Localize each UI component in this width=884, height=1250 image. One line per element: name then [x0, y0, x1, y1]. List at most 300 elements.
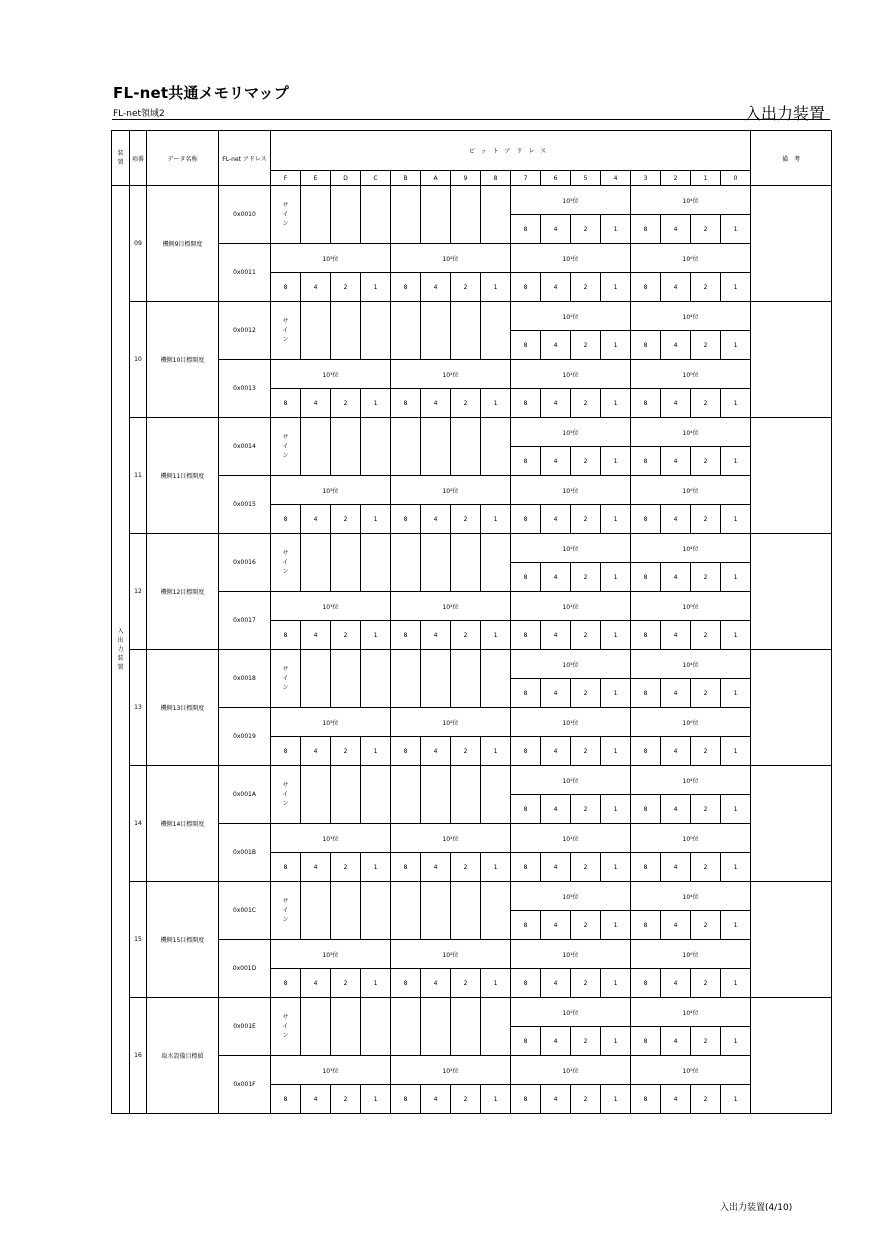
bcd-weight: 1	[601, 1027, 631, 1056]
bcd-weight: 4	[541, 679, 571, 708]
bcd-weight: 4	[421, 853, 451, 882]
bcd-weight: 4	[541, 911, 571, 940]
bcd-weight: 4	[661, 795, 691, 824]
place-label: 10¹位	[511, 360, 631, 389]
place-label: 10³位	[271, 824, 391, 853]
sign-cell	[271, 998, 301, 1056]
bcd-weight: 2	[691, 447, 721, 476]
bcd-weight: 8	[271, 389, 301, 418]
bcd-weight: 2	[691, 737, 721, 766]
bcd-weight: 2	[331, 737, 361, 766]
bcd-weight: 4	[661, 621, 691, 650]
address: 0x0014	[219, 418, 271, 476]
bit-header: B	[391, 171, 421, 186]
remarks-cell	[751, 186, 832, 302]
address: 0x001E	[219, 998, 271, 1056]
empty-bit	[391, 766, 421, 824]
empty-bit	[361, 418, 391, 476]
place-label: 10¹位	[511, 940, 631, 969]
bcd-weight: 8	[511, 1027, 541, 1056]
bcd-weight: 2	[691, 621, 721, 650]
bcd-weight: 8	[391, 273, 421, 302]
item-number: 12	[130, 534, 147, 650]
bcd-weight: 8	[511, 853, 541, 882]
empty-bit	[331, 882, 361, 940]
place-label: 10⁵位	[511, 766, 631, 795]
bcd-weight: 4	[661, 969, 691, 998]
bcd-weight: 4	[541, 737, 571, 766]
empty-bit	[361, 766, 391, 824]
place-label: 10⁵位	[511, 302, 631, 331]
bcd-weight: 1	[361, 621, 391, 650]
item-number: 14	[130, 766, 147, 882]
empty-bit	[361, 650, 391, 708]
item-number: 10	[130, 302, 147, 418]
bit-header: 5	[571, 171, 601, 186]
bcd-weight: 2	[451, 389, 481, 418]
bcd-weight: 4	[661, 911, 691, 940]
address: 0x0010	[219, 186, 271, 244]
empty-bit	[301, 766, 331, 824]
bcd-weight: 4	[421, 505, 451, 534]
bcd-weight: 2	[451, 853, 481, 882]
address: 0x0017	[219, 592, 271, 650]
empty-bit	[421, 186, 451, 244]
bcd-weight: 4	[541, 447, 571, 476]
bcd-weight: 1	[361, 505, 391, 534]
sign-label: サイン	[282, 202, 289, 227]
empty-bit	[361, 186, 391, 244]
address: 0x001C	[219, 882, 271, 940]
bit-header: F	[271, 171, 301, 186]
bcd-weight: 1	[361, 969, 391, 998]
place-label: 10⁵位	[511, 882, 631, 911]
bcd-weight: 1	[481, 621, 511, 650]
place-label: 10³位	[271, 244, 391, 273]
empty-bit	[421, 650, 451, 708]
place-label: 10⁴位	[631, 186, 751, 215]
empty-bit	[391, 534, 421, 592]
empty-bit	[451, 998, 481, 1056]
bcd-weight: 1	[601, 795, 631, 824]
remarks-cell	[751, 998, 832, 1114]
place-label: 10⁵位	[511, 650, 631, 679]
header-device: 装置	[112, 131, 130, 186]
empty-bit	[421, 534, 451, 592]
sign-cell	[271, 766, 301, 824]
bcd-weight: 4	[541, 389, 571, 418]
bcd-weight: 2	[451, 621, 481, 650]
bcd-weight: 8	[631, 969, 661, 998]
empty-bit	[391, 186, 421, 244]
bit-header: 4	[601, 171, 631, 186]
bcd-weight: 2	[691, 389, 721, 418]
empty-bit	[421, 302, 451, 360]
bcd-weight: 2	[331, 969, 361, 998]
bcd-weight: 4	[301, 969, 331, 998]
bcd-weight: 4	[661, 273, 691, 302]
header-data-name: データ名称	[147, 131, 219, 186]
bcd-weight: 4	[421, 737, 451, 766]
empty-bit	[451, 186, 481, 244]
place-label: 10⁵位	[511, 186, 631, 215]
place-label: 10²位	[391, 244, 511, 273]
page-subtitle: FL-net領域2	[113, 109, 165, 119]
address: 0x0011	[219, 244, 271, 302]
empty-bit	[331, 534, 361, 592]
bcd-weight: 1	[721, 737, 751, 766]
bcd-weight: 4	[301, 505, 331, 534]
data-name: 機側14目標開度	[147, 766, 219, 882]
bcd-weight: 8	[511, 331, 541, 360]
bcd-weight: 2	[571, 1085, 601, 1114]
empty-bit	[391, 998, 421, 1056]
address: 0x0015	[219, 476, 271, 534]
bcd-weight: 8	[391, 853, 421, 882]
bcd-weight: 4	[301, 1085, 331, 1114]
bcd-weight: 4	[541, 273, 571, 302]
item-number: 13	[130, 650, 147, 766]
empty-bit	[301, 650, 331, 708]
bcd-weight: 8	[511, 447, 541, 476]
empty-bit	[301, 186, 331, 244]
bcd-weight: 1	[601, 737, 631, 766]
bcd-weight: 4	[661, 1027, 691, 1056]
bcd-weight: 8	[511, 563, 541, 592]
empty-bit	[361, 998, 391, 1056]
data-name: 機側13目標開度	[147, 650, 219, 766]
memory-map-table	[111, 130, 832, 1114]
bit-header: 6	[541, 171, 571, 186]
place-label: 10⁴位	[631, 302, 751, 331]
empty-bit	[481, 882, 511, 940]
bcd-weight: 8	[511, 505, 541, 534]
place-label: 10²位	[391, 476, 511, 505]
bcd-weight: 2	[571, 969, 601, 998]
empty-bit	[421, 418, 451, 476]
bit-header: 1	[691, 171, 721, 186]
bcd-weight: 2	[571, 447, 601, 476]
place-label: 10²位	[391, 824, 511, 853]
bcd-weight: 1	[601, 969, 631, 998]
bcd-weight: 2	[571, 795, 601, 824]
bcd-weight: 8	[631, 911, 661, 940]
empty-bit	[391, 418, 421, 476]
page-footer: 入出力装置(4/10)	[720, 1203, 793, 1213]
place-label: 10⁴位	[631, 766, 751, 795]
place-label: 10⁴位	[631, 882, 751, 911]
bcd-weight: 2	[691, 969, 721, 998]
category-title: 入出力装置	[745, 104, 826, 123]
place-label: 10³位	[271, 940, 391, 969]
empty-bit	[421, 882, 451, 940]
sign-label: サイン	[282, 318, 289, 343]
place-label: 10⁰位	[631, 244, 751, 273]
bcd-weight: 4	[661, 853, 691, 882]
bcd-weight: 8	[511, 795, 541, 824]
bcd-weight: 8	[271, 273, 301, 302]
bcd-weight: 2	[691, 853, 721, 882]
bcd-weight: 1	[481, 737, 511, 766]
bcd-weight: 1	[601, 911, 631, 940]
header-bit-address: ビットアドレス	[271, 131, 751, 171]
place-label: 10³位	[271, 360, 391, 389]
bcd-weight: 4	[301, 389, 331, 418]
place-label: 10⁰位	[631, 360, 751, 389]
bcd-weight: 2	[571, 679, 601, 708]
empty-bit	[481, 534, 511, 592]
bcd-weight: 1	[721, 563, 751, 592]
empty-bit	[361, 882, 391, 940]
bcd-weight: 8	[511, 969, 541, 998]
empty-bit	[481, 650, 511, 708]
bcd-weight: 2	[571, 911, 601, 940]
bcd-weight: 4	[661, 215, 691, 244]
bcd-weight: 8	[631, 563, 661, 592]
bcd-weight: 2	[571, 621, 601, 650]
bcd-weight: 4	[541, 1027, 571, 1056]
empty-bit	[331, 766, 361, 824]
bcd-weight: 1	[721, 505, 751, 534]
bit-header: C	[361, 171, 391, 186]
bcd-weight: 8	[271, 505, 301, 534]
place-label: 10⁰位	[631, 476, 751, 505]
bcd-weight: 2	[451, 1085, 481, 1114]
bcd-weight: 2	[331, 621, 361, 650]
bcd-weight: 4	[541, 621, 571, 650]
empty-bit	[391, 882, 421, 940]
bcd-weight: 4	[541, 795, 571, 824]
empty-bit	[331, 302, 361, 360]
bit-header: A	[421, 171, 451, 186]
bcd-weight: 1	[721, 795, 751, 824]
sign-cell	[271, 534, 301, 592]
bcd-weight: 2	[571, 737, 601, 766]
bcd-weight: 1	[721, 679, 751, 708]
place-label: 10⁴位	[631, 998, 751, 1027]
address: 0x001B	[219, 824, 271, 882]
empty-bit	[481, 418, 511, 476]
bcd-weight: 8	[631, 795, 661, 824]
bcd-weight: 1	[601, 273, 631, 302]
bcd-weight: 8	[511, 273, 541, 302]
empty-bit	[331, 186, 361, 244]
bcd-weight: 4	[421, 969, 451, 998]
sign-label: サイン	[282, 1014, 289, 1039]
bit-header: 9	[451, 171, 481, 186]
bcd-weight: 4	[541, 331, 571, 360]
empty-bit	[481, 186, 511, 244]
bcd-weight: 4	[541, 1085, 571, 1114]
remarks-cell	[751, 418, 832, 534]
bcd-weight: 8	[631, 331, 661, 360]
data-name: 機側9目標開度	[147, 186, 219, 302]
bcd-weight: 1	[721, 331, 751, 360]
bcd-weight: 8	[631, 737, 661, 766]
bcd-weight: 2	[691, 215, 721, 244]
bcd-weight: 2	[691, 1085, 721, 1114]
bcd-weight: 8	[271, 737, 301, 766]
bcd-weight: 4	[541, 853, 571, 882]
empty-bit	[331, 650, 361, 708]
place-label: 10¹位	[511, 244, 631, 273]
sign-label: サイン	[282, 666, 289, 691]
bcd-weight: 1	[721, 389, 751, 418]
bcd-weight: 8	[391, 389, 421, 418]
address: 0x0018	[219, 650, 271, 708]
bcd-weight: 8	[631, 273, 661, 302]
place-label: 10⁰位	[631, 708, 751, 737]
place-label: 10²位	[391, 940, 511, 969]
bcd-weight: 1	[361, 389, 391, 418]
bcd-weight: 4	[661, 331, 691, 360]
bcd-weight: 8	[631, 389, 661, 418]
bcd-weight: 8	[271, 969, 301, 998]
empty-bit	[391, 302, 421, 360]
bcd-weight: 1	[481, 389, 511, 418]
empty-bit	[331, 998, 361, 1056]
empty-bit	[301, 418, 331, 476]
bcd-weight: 4	[421, 273, 451, 302]
bcd-weight: 2	[331, 1085, 361, 1114]
empty-bit	[391, 650, 421, 708]
bcd-weight: 4	[541, 563, 571, 592]
header-item: 項番	[130, 131, 147, 186]
bcd-weight: 1	[721, 853, 751, 882]
bcd-weight: 1	[721, 215, 751, 244]
remarks-cell	[751, 766, 832, 882]
place-label: 10⁴位	[631, 418, 751, 447]
bcd-weight: 2	[451, 505, 481, 534]
header-address: FL-net アドレス	[219, 131, 271, 186]
sign-cell	[271, 650, 301, 708]
address: 0x001D	[219, 940, 271, 998]
bcd-weight: 1	[721, 621, 751, 650]
bcd-weight: 4	[661, 447, 691, 476]
place-label: 10³位	[271, 1056, 391, 1085]
bcd-weight: 8	[511, 911, 541, 940]
item-number: 11	[130, 418, 147, 534]
bcd-weight: 4	[421, 389, 451, 418]
empty-bit	[451, 418, 481, 476]
address: 0x0013	[219, 360, 271, 418]
page-title: FL-net共通メモリマップ	[113, 84, 289, 102]
place-label: 10³位	[271, 708, 391, 737]
bcd-weight: 2	[691, 795, 721, 824]
bcd-weight: 8	[511, 737, 541, 766]
bcd-weight: 4	[421, 1085, 451, 1114]
bcd-weight: 1	[481, 969, 511, 998]
place-label: 10¹位	[511, 592, 631, 621]
item-number: 15	[130, 882, 147, 998]
bcd-weight: 4	[661, 679, 691, 708]
bit-header: 0	[721, 171, 751, 186]
address: 0x0016	[219, 534, 271, 592]
bcd-weight: 1	[721, 1085, 751, 1114]
bcd-weight: 4	[541, 505, 571, 534]
bcd-weight: 1	[361, 1085, 391, 1114]
empty-bit	[301, 882, 331, 940]
bcd-weight: 8	[271, 853, 301, 882]
bcd-weight: 4	[541, 969, 571, 998]
place-label: 10⁵位	[511, 998, 631, 1027]
bcd-weight: 2	[691, 563, 721, 592]
bcd-weight: 1	[361, 273, 391, 302]
sign-label: サイン	[282, 434, 289, 459]
bcd-weight: 4	[661, 505, 691, 534]
bcd-weight: 1	[721, 273, 751, 302]
sign-cell	[271, 882, 301, 940]
place-label: 10¹位	[511, 1056, 631, 1085]
bcd-weight: 4	[301, 853, 331, 882]
bcd-weight: 8	[631, 505, 661, 534]
bcd-weight: 2	[451, 969, 481, 998]
place-label: 10⁵位	[511, 534, 631, 563]
place-label: 10¹位	[511, 824, 631, 853]
bcd-weight: 2	[571, 505, 601, 534]
bcd-weight: 4	[421, 621, 451, 650]
bcd-weight: 4	[301, 621, 331, 650]
empty-bit	[481, 766, 511, 824]
empty-bit	[421, 766, 451, 824]
bcd-weight: 1	[601, 621, 631, 650]
data-name: 機側10目標開度	[147, 302, 219, 418]
device-name	[112, 186, 130, 1114]
data-name: 機側15目標開度	[147, 882, 219, 998]
remarks-cell	[751, 650, 832, 766]
bcd-weight: 1	[721, 447, 751, 476]
sign-cell	[271, 302, 301, 360]
bcd-weight: 8	[391, 505, 421, 534]
bcd-weight: 2	[571, 215, 601, 244]
place-label: 10⁵位	[511, 418, 631, 447]
bcd-weight: 2	[571, 273, 601, 302]
bcd-weight: 1	[601, 389, 631, 418]
bcd-weight: 2	[331, 505, 361, 534]
bcd-weight: 4	[661, 737, 691, 766]
empty-bit	[451, 650, 481, 708]
sign-cell	[271, 186, 301, 244]
bcd-weight: 8	[631, 1027, 661, 1056]
sign-label: サイン	[282, 898, 289, 923]
empty-bit	[331, 418, 361, 476]
bit-header: 8	[481, 171, 511, 186]
bit-header: E	[301, 171, 331, 186]
bcd-weight: 8	[511, 679, 541, 708]
bcd-weight: 2	[571, 853, 601, 882]
bit-header: 2	[661, 171, 691, 186]
empty-bit	[451, 534, 481, 592]
bcd-weight: 8	[631, 1085, 661, 1114]
empty-bit	[451, 882, 481, 940]
header-remarks: 備 考	[751, 131, 832, 186]
bcd-weight: 1	[601, 331, 631, 360]
bcd-weight: 2	[691, 331, 721, 360]
data-name: 取水設備目標値	[147, 998, 219, 1114]
remarks-cell	[751, 882, 832, 998]
empty-bit	[451, 302, 481, 360]
empty-bit	[361, 302, 391, 360]
sign-label: サイン	[282, 782, 289, 807]
address: 0x001F	[219, 1056, 271, 1114]
empty-bit	[481, 302, 511, 360]
empty-bit	[361, 534, 391, 592]
empty-bit	[301, 998, 331, 1056]
bcd-weight: 2	[451, 273, 481, 302]
bcd-weight: 4	[661, 1085, 691, 1114]
bcd-weight: 4	[541, 215, 571, 244]
bcd-weight: 2	[571, 563, 601, 592]
